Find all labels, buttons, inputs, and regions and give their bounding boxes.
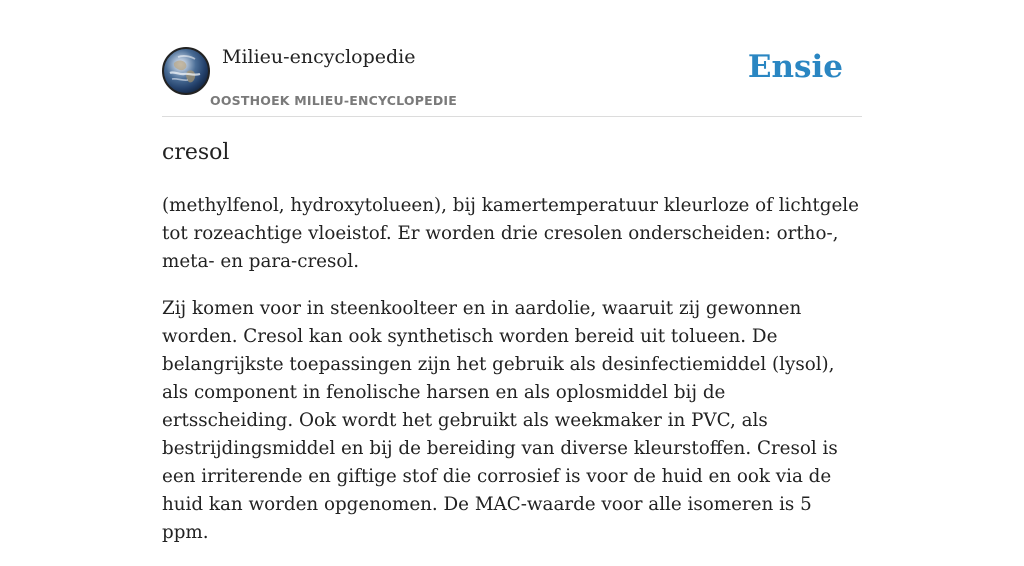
earth-globe-icon[interactable] bbox=[162, 47, 210, 95]
article-paragraph: Zij komen voor in steenkoolteer en in aardolie, waaruit zij gewonnen worden. Cresol kan ook synthetisch worden bereid uit tolueen. De belangrijkste toepassingen zijn het gebruik als desinfectiemiddel (lysol), als component in fenolische harsen en als oplosmiddel bij de ertsscheiding. Ook wordt het gebruikt als weekmaker in PVC, als bestrijdingsmiddel en bij de bereiding van diverse kleurstoffen. Cresol is een irriterende en giftige stof die corrosief is voor de huid en ook via de huid kan worden opgenomen. De MAC-waarde voor alle isomeren is 5 ppm. bbox=[162, 298, 838, 543]
brand-logo-link[interactable]: Ensie bbox=[747, 49, 843, 85]
article-paragraph: (methylfenol, hydroxytolueen), bij kamertemperatuur kleurloze of lichtgele tot rozeachtige vloeistof. Er worden drie cresolen onderscheiden: ortho-, meta- en para-cresol. bbox=[162, 195, 859, 272]
site-header bbox=[162, 44, 862, 117]
article-body bbox=[162, 192, 862, 566]
earth-globe-graphic bbox=[164, 49, 208, 93]
site-name-link[interactable]: Milieu-encyclopedie bbox=[222, 46, 416, 68]
site-subtitle[interactable]: OOSTHOEK MILIEU-ENCYCLOPEDIE bbox=[210, 93, 457, 108]
page-title: cresol bbox=[162, 140, 230, 165]
